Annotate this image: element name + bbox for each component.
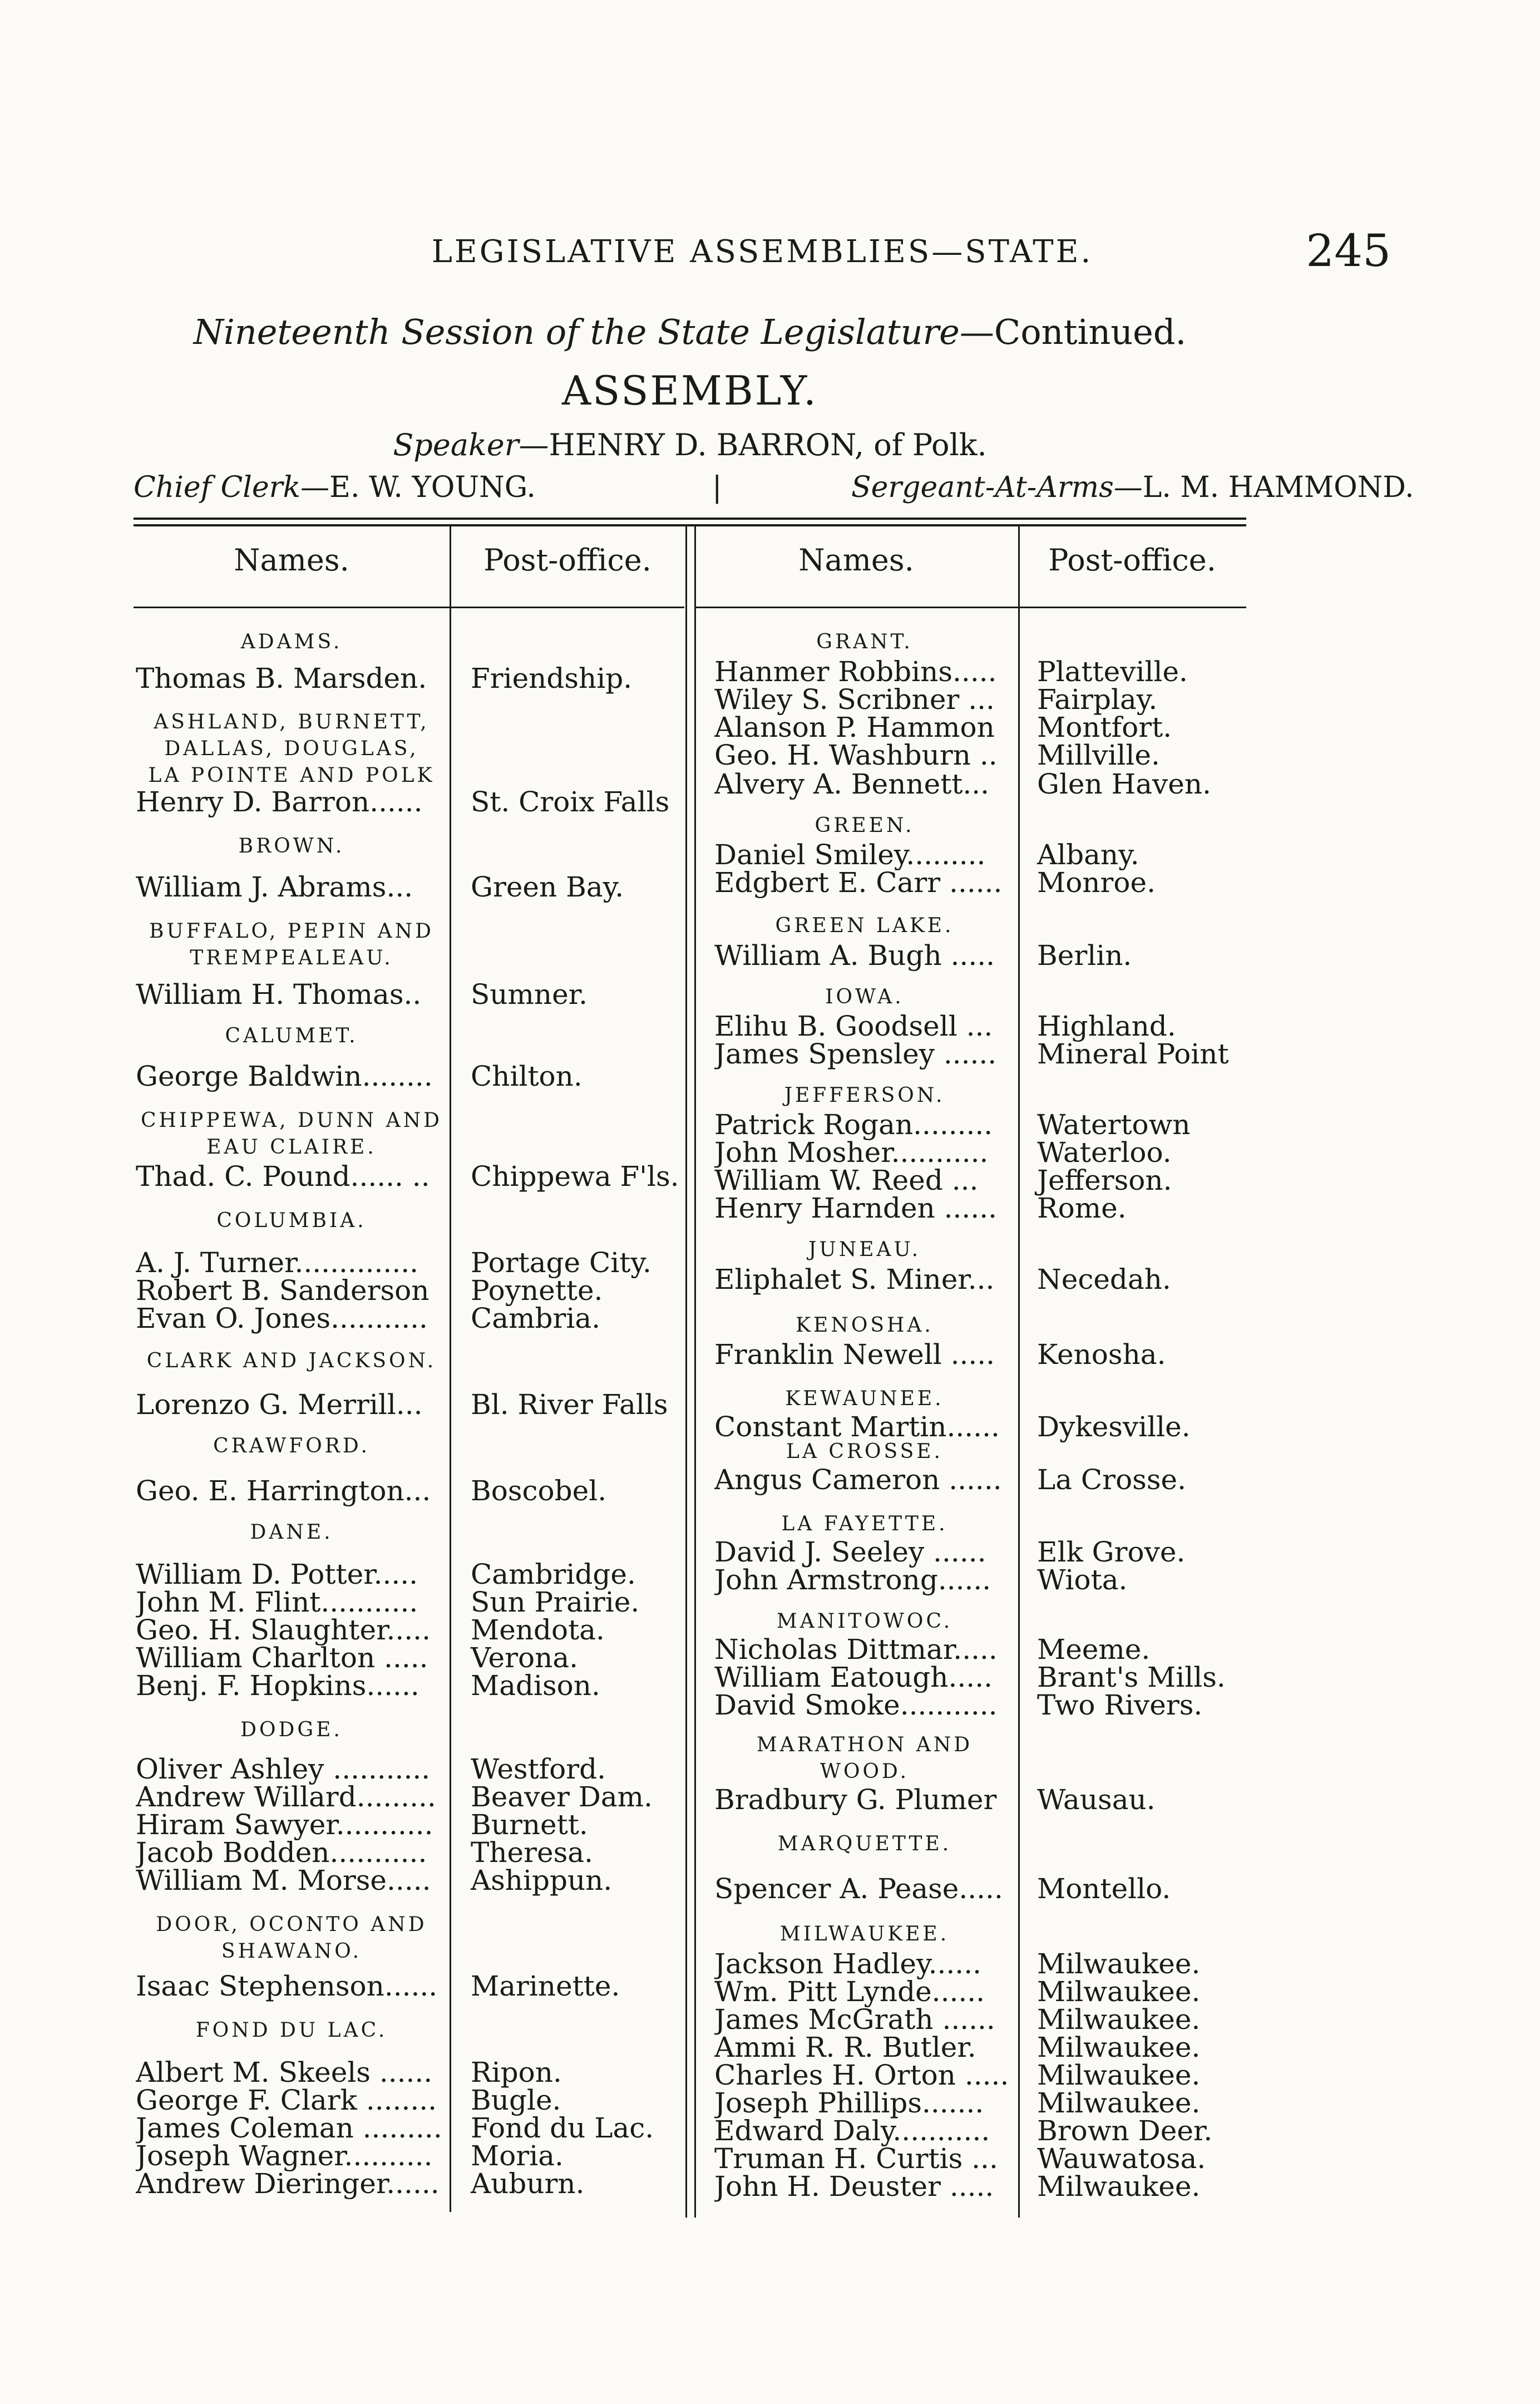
member-name: Robert B. Sanderson: [136, 1274, 430, 1307]
county-heading: ADAMS.: [240, 630, 343, 653]
post-office: Milwaukee.: [1037, 2087, 1201, 2119]
member-name: Angus Cameron ......: [714, 1464, 1002, 1496]
member-name: Albert M. Skeels ......: [136, 2056, 433, 2088]
post-office: Cambridge.: [471, 1558, 636, 1590]
member-name: Henry Harnden ......: [714, 1192, 998, 1224]
post-office: Auburn.: [471, 2167, 585, 2200]
column-divider-right: [1018, 526, 1020, 2218]
post-office: Beaver Dam.: [471, 1781, 653, 1813]
post-office: Millville.: [1037, 739, 1160, 771]
county-heading: DALLAS, DOUGLAS,: [164, 737, 419, 760]
speaker-line: [134, 427, 1246, 462]
member-name: James Spensley ......: [714, 1038, 997, 1070]
member-name: William D. Potter.....: [136, 1558, 418, 1590]
post-office: Green Bay.: [471, 871, 624, 903]
county-heading: MARATHON AND: [756, 1733, 973, 1756]
post-office: Fairplay.: [1037, 683, 1158, 716]
member-name: Spencer A. Pease.....: [714, 1873, 1003, 1905]
post-office: Ashippun.: [471, 1864, 613, 1896]
member-name: Joseph Wagner..........: [136, 2140, 433, 2172]
officers-separator: |: [712, 471, 722, 504]
post-office: Mineral Point: [1037, 1038, 1229, 1070]
member-name: David J. Seeley ......: [714, 1536, 986, 1568]
member-name: John Mosher...........: [714, 1136, 989, 1169]
post-office: Poynette.: [471, 1274, 603, 1307]
county-heading: CALUMET.: [225, 1024, 358, 1047]
session-title-italic: Nineteenth Session of the State Legislature—: [193, 312, 994, 352]
county-heading: BUFFALO, PEPIN AND: [149, 920, 435, 943]
county-heading: CHIPPEWA, DUNN AND: [141, 1109, 442, 1132]
running-head: LEGISLATIVE ASSEMBLIES—STATE.: [431, 234, 1093, 270]
post-office: Albany.: [1037, 839, 1139, 871]
post-office: Brant's Mills.: [1037, 1661, 1226, 1693]
county-heading: GRANT.: [816, 630, 913, 653]
post-office: Brown Deer.: [1037, 2115, 1213, 2147]
post-office: Ripon.: [471, 2056, 562, 2088]
member-name: Thad. C. Pound...... ..: [136, 1160, 430, 1193]
member-name: Bradbury G. Plumer: [714, 1784, 997, 1816]
column-header-rule-right: [695, 607, 1246, 608]
post-office: Chilton.: [471, 1060, 583, 1092]
post-office: Milwaukee.: [1037, 2059, 1201, 2091]
session-title-rest: Continued.: [994, 312, 1187, 352]
post-office: Verona.: [471, 1642, 579, 1674]
county-heading: LA POINTE AND POLK: [148, 764, 435, 787]
member-name: George F. Clark ........: [136, 2084, 437, 2116]
chief-clerk-value: E. W. YOUNG.: [329, 471, 536, 504]
column-divider-center-b: [694, 526, 696, 2218]
post-office: Chippewa F'ls.: [471, 1160, 679, 1193]
post-office: Fond du Lac.: [471, 2112, 654, 2144]
member-name: William J. Abrams...: [136, 871, 413, 903]
post-office: Wausau.: [1037, 1784, 1156, 1816]
post-office: Theresa.: [471, 1836, 593, 1869]
member-name: Truman H. Curtis ...: [714, 2142, 998, 2175]
member-name: John H. Deuster .....: [714, 2170, 994, 2203]
assembly-title: ASSEMBLY.: [562, 367, 818, 414]
column-divider-left: [450, 526, 451, 2212]
post-office: Watertown: [1037, 1109, 1191, 1141]
member-name: Eliphalet S. Miner...: [714, 1263, 995, 1295]
post-office: Milwaukee.: [1037, 2170, 1201, 2203]
member-name: David Smoke...........: [714, 1689, 998, 1721]
county-heading: TREMPEALEAU.: [190, 947, 393, 969]
chief-clerk-label: Chief Clerk—: [134, 471, 330, 504]
member-name: Constant Martin......: [714, 1411, 1000, 1443]
post-office: Montello.: [1037, 1873, 1171, 1905]
county-heading: MILWAUKEE.: [779, 1923, 950, 1945]
post-office: Sumner.: [471, 978, 588, 1011]
table-top-rule-double: [134, 524, 1246, 526]
county-heading: CRAWFORD.: [213, 1435, 370, 1457]
member-name: Benj. F. Hopkins......: [136, 1669, 419, 1702]
column-header-names-left: Names.: [234, 543, 349, 578]
column-divider-center-a: [685, 526, 687, 2218]
sergeant-label: Sergeant-At-Arms—: [851, 471, 1143, 504]
member-name: Jacob Bodden...........: [136, 1836, 427, 1869]
member-name: Geo. H. Slaughter.....: [136, 1614, 431, 1646]
member-name: Jackson Hadley......: [714, 1948, 981, 1980]
county-heading: FOND DU LAC.: [195, 2019, 388, 2042]
county-heading: KENOSHA.: [796, 1314, 934, 1337]
post-office: Wiota.: [1037, 1564, 1128, 1596]
member-name: Franklin Newell .....: [714, 1338, 995, 1371]
post-office: Wauwatosa.: [1037, 2142, 1206, 2175]
member-name: James Coleman .........: [136, 2112, 442, 2144]
member-name: William W. Reed ...: [714, 1164, 979, 1196]
county-heading: DODGE.: [240, 1718, 343, 1741]
post-office: Monroe.: [1037, 866, 1156, 899]
page-number: 245: [1306, 225, 1391, 277]
member-name: Wiley S. Scribner ...: [714, 683, 995, 716]
chief-clerk: [134, 471, 536, 504]
county-heading: BROWN.: [238, 835, 345, 858]
post-office: Berlin.: [1037, 939, 1132, 972]
post-office: Madison.: [471, 1669, 600, 1702]
county-heading: LA CROSSE.: [786, 1440, 943, 1463]
post-office: Kenosha.: [1037, 1338, 1166, 1371]
member-name: Hiram Sawyer...........: [136, 1809, 433, 1841]
member-name: Lorenzo G. Merrill...: [136, 1388, 423, 1421]
member-name: William H. Thomas..: [136, 978, 422, 1011]
member-name: Charles H. Orton .....: [714, 2059, 1009, 2091]
member-name: Alvery A. Bennett...: [714, 768, 990, 800]
post-office: Milwaukee.: [1037, 2031, 1201, 2063]
member-name: Oliver Ashley ...........: [136, 1753, 431, 1785]
sergeant-value: L. M. HAMMOND.: [1142, 471, 1414, 504]
member-name: Evan O. Jones...........: [136, 1302, 428, 1334]
post-office: Mendota.: [471, 1614, 605, 1646]
post-office: Elk Grove.: [1037, 1536, 1186, 1568]
post-office: Bugle.: [471, 2084, 561, 2116]
county-heading: KEWAUNEE.: [785, 1387, 944, 1410]
member-name: Geo. E. Harrington...: [136, 1475, 431, 1507]
member-name: Patrick Rogan.........: [714, 1109, 993, 1141]
session-title: [134, 312, 1246, 352]
county-heading: LA FAYETTE.: [781, 1513, 948, 1535]
post-office: St. Croix Falls: [471, 786, 670, 818]
post-office: Sun Prairie.: [471, 1586, 640, 1618]
member-name: Elihu B. Goodsell ...: [714, 1010, 993, 1042]
member-name: Geo. H. Washburn ..: [714, 739, 998, 771]
county-heading: COLUMBIA.: [216, 1209, 367, 1232]
column-header-post-right: Post-office.: [1048, 543, 1216, 578]
member-name: John Armstrong......: [714, 1564, 991, 1596]
post-office: Dykesville.: [1037, 1411, 1191, 1443]
column-header-post-left: Post-office.: [483, 543, 651, 578]
post-office: Bl. River Falls: [471, 1388, 668, 1421]
post-office: Waterloo.: [1037, 1136, 1172, 1169]
county-heading: MANITOWOC.: [776, 1610, 953, 1633]
county-heading: SHAWANO.: [221, 1940, 362, 1963]
member-name: George Baldwin........: [136, 1060, 433, 1092]
member-name: Andrew Willard.........: [136, 1781, 436, 1813]
county-heading: CLARK AND JACKSON.: [146, 1349, 437, 1372]
speaker-value: HENRY D. BARRON, of Polk.: [549, 427, 987, 462]
county-heading: JEFFERSON.: [784, 1084, 945, 1107]
member-name: Henry D. Barron......: [136, 786, 423, 818]
county-heading: DOOR, OCONTO AND: [156, 1913, 427, 1936]
table-top-rule: [134, 518, 1246, 520]
county-heading: GREEN LAKE.: [775, 914, 954, 937]
county-heading: WOOD.: [820, 1760, 910, 1783]
member-name: James McGrath ......: [714, 2003, 995, 2036]
member-name: Wm. Pitt Lynde......: [714, 1976, 985, 2008]
post-office: Marinette.: [471, 1970, 620, 2002]
member-name: William M. Morse.....: [136, 1864, 431, 1896]
county-heading: JUNEAU.: [808, 1238, 921, 1261]
post-office: Friendship.: [471, 662, 633, 694]
post-office: Burnett.: [471, 1809, 588, 1841]
member-name: William A. Bugh .....: [714, 939, 995, 972]
member-name: William Charlton .....: [136, 1642, 428, 1674]
member-name: Isaac Stephenson......: [136, 1970, 438, 2002]
member-name: Nicholas Dittmar.....: [714, 1633, 998, 1666]
county-heading: EAU CLAIRE.: [206, 1136, 377, 1159]
column-header-rule-left: [134, 607, 684, 608]
county-heading: DANE.: [250, 1521, 333, 1544]
post-office: Montfort.: [1037, 711, 1172, 743]
post-office: Moria.: [471, 2140, 564, 2172]
post-office: Milwaukee.: [1037, 1976, 1201, 2008]
member-name: William Eatough.....: [714, 1661, 993, 1693]
member-name: Alanson P. Hammon: [714, 711, 995, 743]
post-office: Jefferson.: [1037, 1164, 1172, 1196]
member-name: Ammi R. R. Butler.: [714, 2031, 976, 2063]
member-name: John M. Flint...........: [136, 1586, 418, 1618]
post-office: Westford.: [471, 1753, 606, 1785]
member-name: A. J. Turner..............: [136, 1247, 419, 1279]
speaker-label: Speaker—: [393, 427, 549, 462]
post-office: La Crosse.: [1037, 1464, 1186, 1496]
county-heading: IOWA.: [825, 986, 904, 1008]
member-name: Joseph Phillips.......: [714, 2087, 984, 2119]
member-name: Andrew Dieringer......: [136, 2167, 440, 2200]
post-office: Milwaukee.: [1037, 2003, 1201, 2036]
member-name: Edward Daly...........: [714, 2115, 990, 2147]
county-heading: GREEN.: [815, 814, 915, 837]
column-header-names-right: Names.: [798, 543, 914, 578]
post-office: Cambria.: [471, 1302, 601, 1334]
post-office: Milwaukee.: [1037, 1948, 1201, 1980]
post-office: Portage City.: [471, 1247, 651, 1279]
post-office: Two Rivers.: [1037, 1689, 1203, 1721]
post-office: Highland.: [1037, 1010, 1176, 1042]
post-office: Platteville.: [1037, 656, 1188, 688]
post-office: Rome.: [1037, 1192, 1127, 1224]
post-office: Necedah.: [1037, 1263, 1171, 1295]
county-heading: ASHLAND, BURNETT,: [154, 711, 430, 733]
member-name: Thomas B. Marsden.: [136, 662, 427, 694]
sergeant-at-arms: [851, 471, 1414, 504]
county-heading: MARQUETTE.: [777, 1832, 952, 1855]
member-name: Hanmer Robbins.....: [714, 656, 997, 688]
post-office: Meeme.: [1037, 1633, 1151, 1666]
member-name: Edgbert E. Carr ......: [714, 866, 1003, 899]
post-office: Glen Haven.: [1037, 768, 1211, 800]
member-name: Daniel Smiley.........: [714, 839, 986, 871]
post-office: Boscobel.: [471, 1475, 607, 1507]
